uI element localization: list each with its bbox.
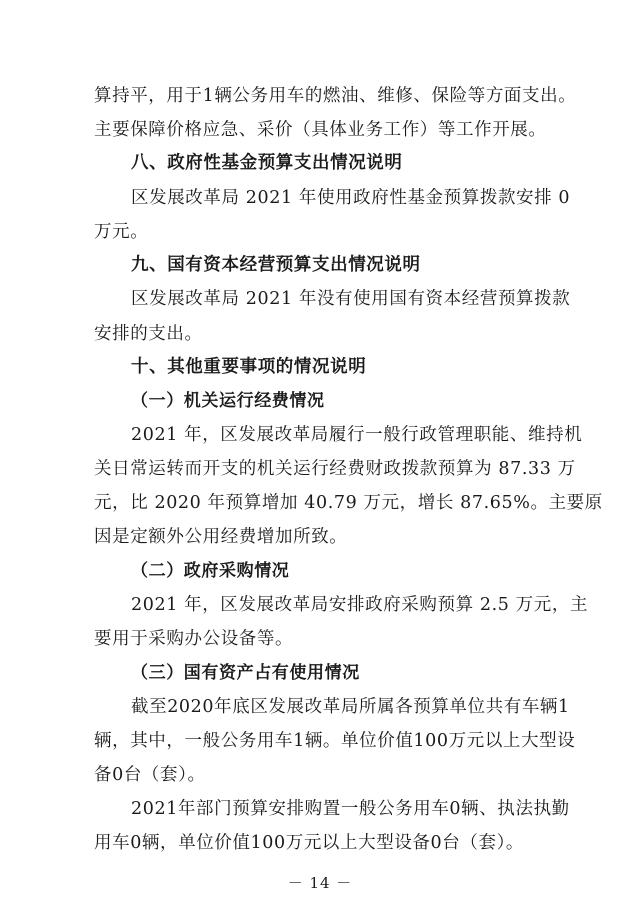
subsection-heading-3: （三）国有资产占有使用情况 [131, 663, 360, 683]
body-text-line: 2021 年，区发展改革局履行一般行政管理职能、维持机 [131, 425, 583, 445]
body-text-line: 区发展改革局 2021 年使用政府性基金预算拨款安排 0 [131, 188, 571, 208]
subsection-heading-2: （二）政府采购情况 [131, 561, 290, 581]
body-text-line: 2021年部门预算安排购置一般公务用车0辆、执法执勤 [131, 799, 570, 819]
body-text-line: 关日常运转而开支的机关运行经费财政拨款预算为 87.33 万 [94, 459, 576, 479]
body-text-line: 备0台（套）。 [94, 765, 206, 785]
body-text-line: 要用于采购办公设备等。 [94, 629, 294, 649]
page-number: － 14 － [287, 874, 353, 892]
body-text-line: 因是定额外公用经费增加所致。 [94, 527, 348, 547]
body-text-line: 安排的支出。 [94, 324, 203, 344]
body-text-line: 用车0辆，单位价值100万元以上大型设备0台（套）。 [94, 833, 525, 853]
body-text-line: 辆，其中，一般公务用车1辆。单位价值100万元以上大型设 [94, 731, 576, 751]
body-text-line: 算持平，用于1辆公务用车的燃油、维修、保险等方面支出。 [94, 86, 577, 106]
body-text-line: 万元。 [94, 222, 149, 242]
section-heading-10: 十、其他重要事项的情况说明 [131, 357, 367, 377]
subsection-heading-1: （一）机关运行经费情况 [131, 391, 325, 411]
section-heading-9: 九、国有资本经营预算支出情况说明 [131, 255, 421, 275]
body-text-line: 元，比 2020 年预算增加 40.79 万元，增长 87.65%。主要原 [94, 493, 603, 513]
body-text-line: 主要保障价格应急、采价（具体业务工作）等工作开展。 [94, 120, 547, 140]
body-text-line: 2021 年，区发展改革局安排政府采购预算 2.5 万元，主 [131, 595, 589, 615]
body-text-line: 截至2020年底区发展改革局所属各预算单位共有车辆1 [131, 697, 570, 717]
section-heading-8: 八、政府性基金预算支出情况说明 [131, 153, 403, 173]
body-text-line: 区发展改革局 2021 年没有使用国有资本经营预算拨款 [131, 289, 571, 309]
